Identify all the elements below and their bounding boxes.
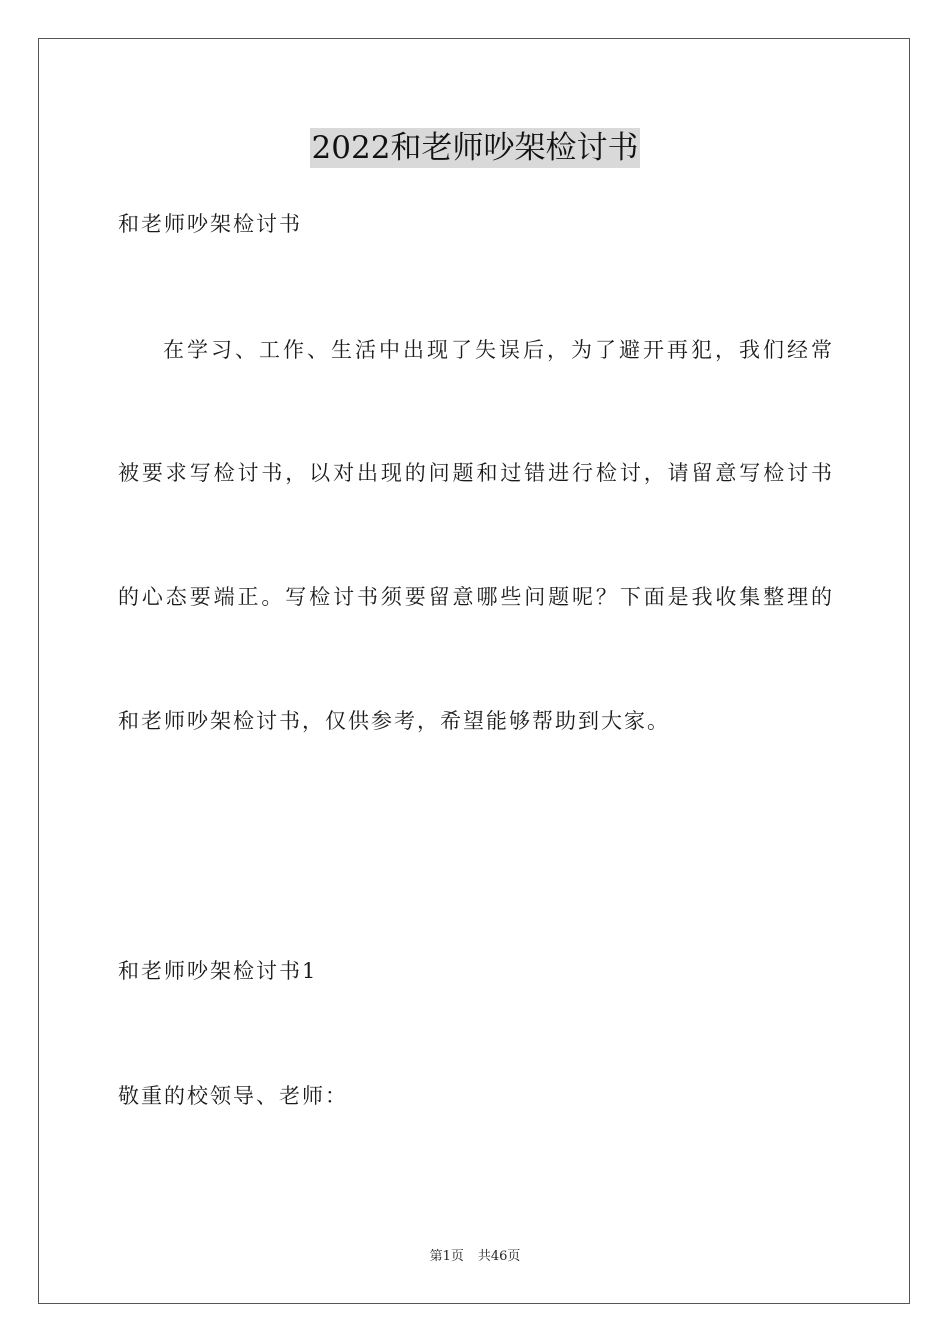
intro-line-4: 和老师吵架检讨书，仅供参考，希望能够帮助到大家。 xyxy=(118,709,670,733)
page-number: 第1页 xyxy=(429,1249,464,1264)
intro-line-3: 的心态要端正。写检讨书须要留意哪些问题呢？下面是我收集整理的 xyxy=(118,585,832,609)
title-container xyxy=(0,128,950,168)
intro-line-2: 被要求写检讨书，以对出现的问题和过错进行检讨，请留意写检讨书 xyxy=(118,461,832,485)
document-heading: 和老师吵架检讨书 xyxy=(118,212,302,236)
salutation: 敬重的校领导、老师： xyxy=(118,1084,348,1108)
intro-line-1: 在学习、工作、生活中出现了失误后，为了避开再犯，我们经常 xyxy=(163,338,832,362)
page-total: 共46页 xyxy=(477,1249,521,1264)
page-footer xyxy=(0,1248,950,1266)
section-title: 和老师吵架检讨书1 xyxy=(118,959,318,983)
document-title: 2022和老师吵架检讨书 xyxy=(311,130,639,166)
